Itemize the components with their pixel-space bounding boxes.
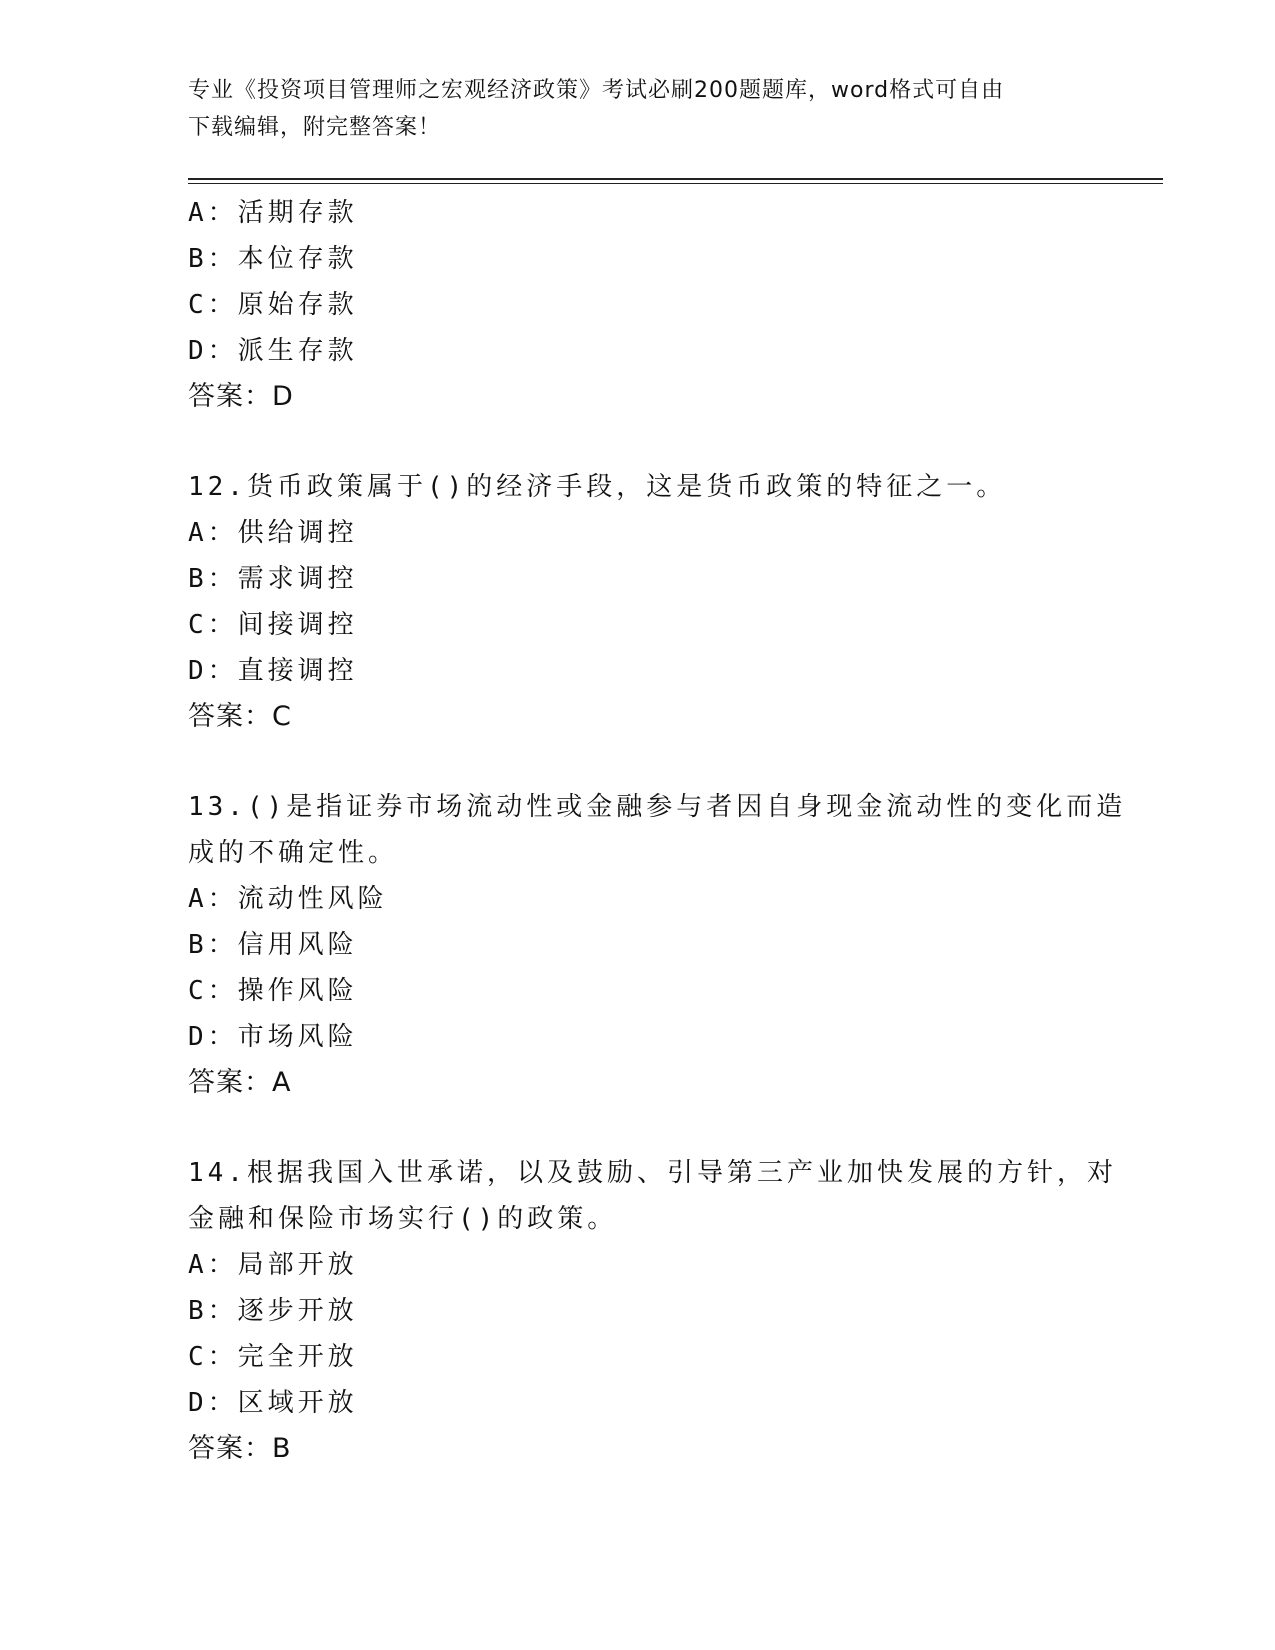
- header-line-2: 下载编辑，附完整答案！: [188, 115, 442, 140]
- option-c: C：间接调控: [188, 610, 358, 640]
- answer: 答案：A: [188, 1067, 292, 1098]
- answer: 答案：D: [188, 381, 294, 412]
- answer: 答案：C: [188, 701, 292, 732]
- header-line-1: 专业《投资项目管理师之宏观经济政策》考试必刷200题题库，word格式可自由: [188, 78, 1005, 103]
- question-14: [188, 1150, 1117, 1472]
- question-stem-line-1: 14.根据我国入世承诺，以及鼓励、引导第三产业加快发展的方针，对: [188, 1158, 1117, 1188]
- option-a: A：局部开放: [188, 1250, 358, 1280]
- question-list: [188, 190, 1127, 1472]
- option-d: D：区域开放: [188, 1388, 358, 1418]
- option-b: B：逐步开放: [188, 1296, 358, 1326]
- question-stem: 12.货币政策属于()的经济手段，这是货币政策的特征之一。: [188, 472, 1007, 502]
- option-c: C：原始存款: [188, 290, 358, 320]
- question-stem-line-1: 13.()是指证券市场流动性或金融参与者因自身现金流动性的变化而造: [188, 792, 1127, 822]
- option-d: D：派生存款: [188, 336, 358, 366]
- option-a: A：活期存款: [188, 198, 358, 228]
- header-divider-thick: [188, 178, 1163, 180]
- option-d: D：直接调控: [188, 656, 358, 686]
- spacer: [188, 1106, 1088, 1150]
- option-c: C：操作风险: [188, 976, 358, 1006]
- option-a: A：供给调控: [188, 518, 358, 548]
- question-stem-line-2: 成的不确定性。: [188, 838, 399, 868]
- spacer: [188, 740, 1088, 784]
- option-b: B：信用风险: [188, 930, 358, 960]
- option-b: B：需求调控: [188, 564, 358, 594]
- spacer: [188, 420, 1088, 464]
- header-divider-thin: [188, 183, 1163, 184]
- question-13: [188, 784, 1127, 1106]
- question-11: [188, 190, 1088, 420]
- option-a: A：流动性风险: [188, 884, 388, 914]
- option-d: D：市场风险: [188, 1022, 358, 1052]
- answer: 答案：B: [188, 1433, 292, 1464]
- question-12: [188, 464, 1088, 740]
- option-c: C：完全开放: [188, 1342, 358, 1372]
- document-header: [188, 72, 1068, 146]
- option-b: B：本位存款: [188, 244, 358, 274]
- question-stem-line-2: 金融和保险市场实行()的政策。: [188, 1204, 618, 1234]
